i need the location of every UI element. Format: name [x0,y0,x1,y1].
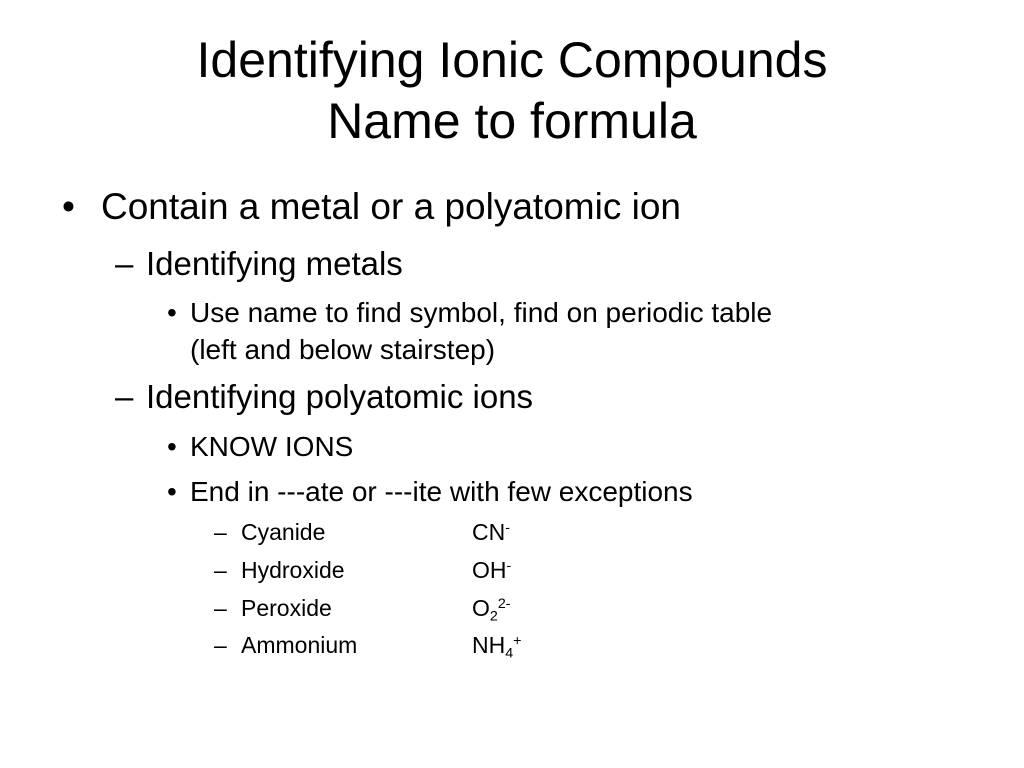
item-use-name-line-1: Use name to find symbol, find on periodic table [190,297,773,328]
formula-base: CN [472,519,506,545]
subbullet-identifying-polyatomic: Identifying polyatomic ions [146,378,534,415]
formula-charge: 2- [497,596,511,613]
bullet-contain-metal: Contain a metal or a polyatomic ion [101,186,681,227]
dash-marker: – [214,632,227,658]
bullet-marker: • [167,297,177,328]
ion-formula [472,519,510,548]
dash-marker: – [115,245,134,282]
dash-marker: – [214,595,227,621]
ion-name: Ammonium [241,632,358,658]
dash-marker: – [214,557,227,583]
item-end-in-ate-ite: End in ---ate or ---ite with few exceptions [190,476,693,507]
subbullet-identifying-metals: Identifying metals [146,245,403,282]
ion-name: Cyanide [241,519,326,545]
bullet-marker: • [62,186,75,227]
formula-charge: + [513,633,522,650]
ion-name: Hydroxide [241,557,345,583]
item-know-ions: KNOW IONS [190,431,354,462]
ion-formula [472,595,511,624]
title-line-1: Identifying Ionic Compounds [196,32,828,88]
ion-formula [472,557,511,586]
formula-subscript: 2 [489,608,498,625]
bullet-marker: • [167,476,177,507]
ion-formula [472,632,522,661]
title-line-2: Name to formula [327,93,697,149]
formula-base: O [472,595,490,621]
formula-base: OH [472,557,507,583]
formula-base: NH [472,632,506,658]
item-use-name-line-2: (left and below stairstep) [190,334,496,365]
dash-marker: – [115,378,134,415]
bullet-marker: • [167,431,177,462]
formula-subscript: 4 [505,645,514,662]
ion-name: Peroxide [241,595,332,621]
formula-charge: - [506,558,512,575]
dash-marker: – [214,519,227,545]
slide-title [0,30,1024,152]
formula-charge: - [505,520,510,537]
